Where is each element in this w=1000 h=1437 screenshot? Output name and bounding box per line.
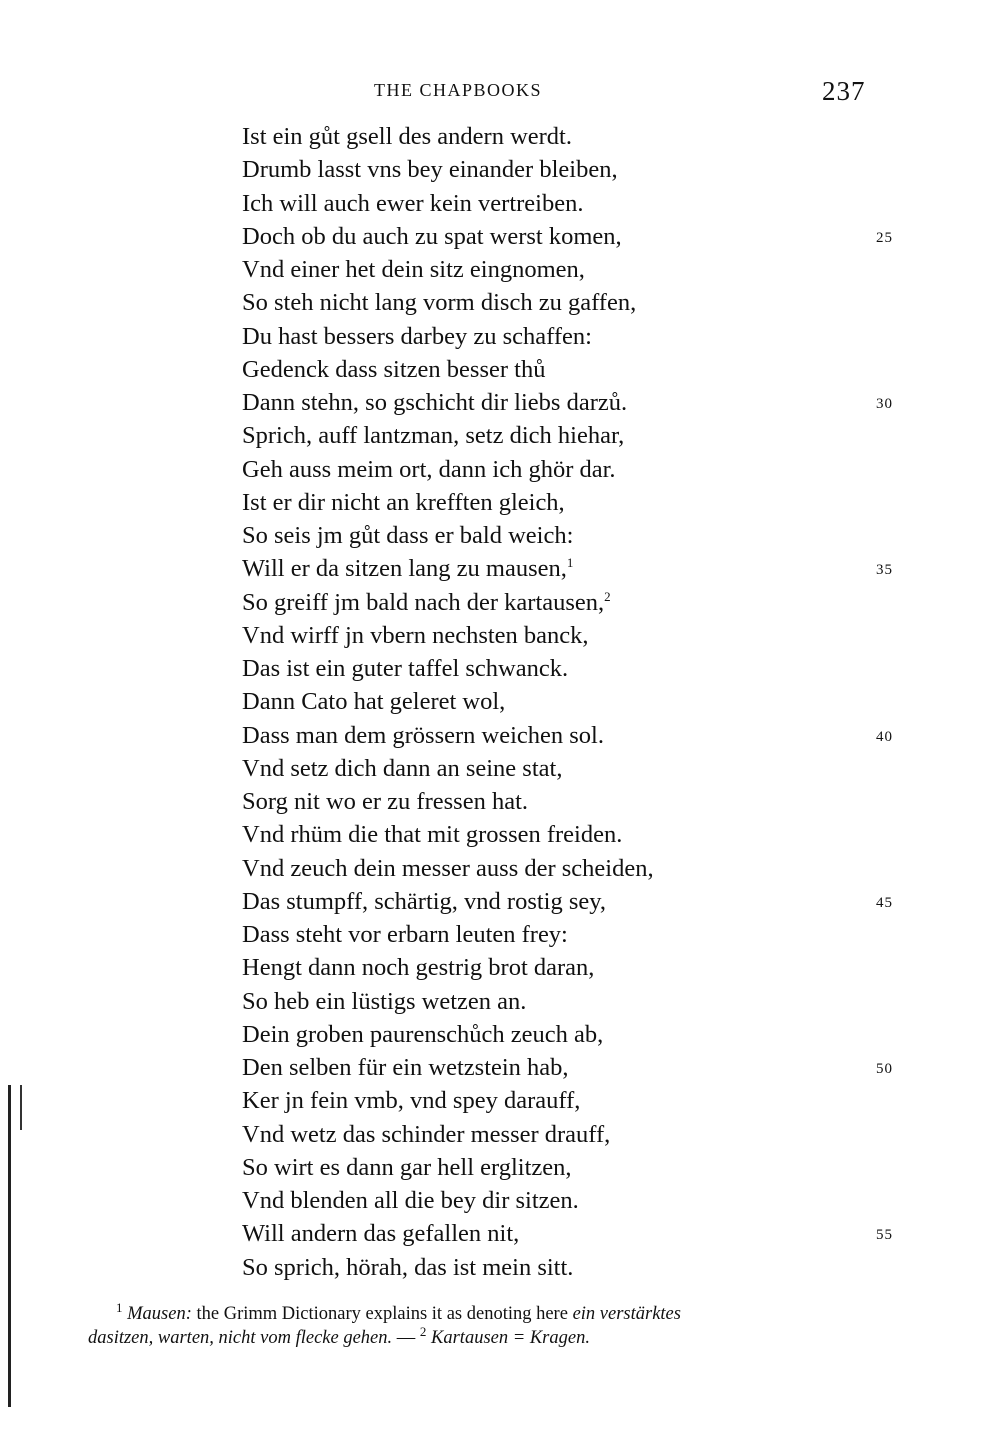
footnote-line-1 bbox=[88, 1299, 878, 1326]
verse-text: Vnd setz dich dann an seine stat, bbox=[242, 754, 563, 782]
footnote-2-term: Kartausen = Kragen. bbox=[431, 1328, 590, 1348]
verse-text: Will er da sitzen lang zu mausen, bbox=[242, 555, 567, 583]
footnote-reference: 1 bbox=[566, 555, 574, 571]
line-number: 30 bbox=[876, 396, 893, 412]
verse-line bbox=[242, 1217, 942, 1250]
verse-line bbox=[242, 120, 942, 153]
verse-text: Dein groben paurenschůch zeuch ab, bbox=[242, 1020, 604, 1048]
verse-text: Dass steht vor erbarn leuten frey: bbox=[242, 921, 568, 948]
line-number: 40 bbox=[876, 728, 893, 745]
verse-text: Gedenck dass sitzen besser thů bbox=[242, 355, 546, 383]
verse-text: So sprich, hörah, das ist mein sitt. bbox=[242, 1253, 574, 1281]
page-number: 237 bbox=[822, 76, 866, 106]
verse-text: Den selben für ein wetzstein hab, bbox=[242, 1054, 569, 1081]
verse-line bbox=[242, 486, 942, 519]
verse-text: Vnd wetz das schinder messer drauff, bbox=[242, 1120, 611, 1148]
verse-line bbox=[242, 1084, 942, 1117]
verse-line bbox=[242, 652, 942, 685]
verse-text: Vnd zeuch dein messer auss der scheiden, bbox=[242, 854, 654, 882]
verse-line bbox=[242, 918, 942, 951]
verse-line bbox=[242, 1018, 942, 1051]
verse-text: Geh auss meim ort, dann ich ghör dar. bbox=[242, 455, 616, 483]
verse-line bbox=[242, 719, 942, 752]
verse-line bbox=[242, 552, 942, 585]
line-number: 45 bbox=[876, 894, 893, 911]
verse-text: Drumb lasst vns bey einander bleiben, bbox=[242, 156, 618, 184]
verse-line bbox=[242, 1151, 942, 1184]
verse-text: Das stumpff, schärtig, vnd rostig sey, bbox=[242, 887, 607, 915]
verse-line bbox=[242, 153, 942, 186]
verse-text: Hengt dann noch gestrig brot daran, bbox=[242, 954, 595, 982]
verse-text: Sprich, auff lantzman, setz dich hiehar, bbox=[242, 422, 625, 450]
verse-line bbox=[242, 220, 942, 253]
verse-line bbox=[242, 619, 942, 652]
verse-line bbox=[242, 1051, 942, 1084]
verse-text: Vnd wirff jn vbern nechsten banck, bbox=[242, 621, 589, 649]
footnote-1-quote-a: ein verstärktes bbox=[572, 1304, 681, 1324]
verse-text: Sorg nit wo er zu fressen hat. bbox=[242, 788, 528, 815]
verse-line bbox=[242, 586, 942, 619]
verse-text: So wirt es dann gar hell erglitzen, bbox=[242, 1153, 572, 1181]
running-head: THE CHAPBOOKS bbox=[374, 80, 543, 100]
verse-text: Will andern das gefallen nit, bbox=[242, 1220, 520, 1248]
verse-line bbox=[242, 386, 942, 419]
footnote-2-marker: 2 bbox=[419, 1323, 427, 1339]
margin-scan-tick bbox=[20, 1085, 22, 1130]
verse-line bbox=[242, 685, 942, 718]
line-number: 25 bbox=[876, 229, 893, 246]
verse-text: Du hast bessers darbey zu schaffen: bbox=[242, 322, 592, 350]
footnote-1-term: Mausen: bbox=[127, 1304, 192, 1324]
verse-text: So seis jm gůt dass er bald weich: bbox=[242, 522, 574, 549]
line-number: 50 bbox=[876, 1061, 893, 1077]
verse-block bbox=[242, 120, 942, 1284]
verse-text: So greiff jm bald nach der kartausen, bbox=[242, 588, 605, 616]
verse-line bbox=[242, 353, 942, 386]
verse-text: Vnd blenden all die bey dir sitzen. bbox=[242, 1187, 579, 1214]
verse-text: So steh nicht lang vorm disch zu gaffen, bbox=[242, 289, 637, 317]
verse-text: Dann stehn, so gschicht dir liebs darzů. bbox=[242, 389, 628, 416]
verse-line bbox=[242, 1118, 942, 1151]
verse-text: Doch ob du auch zu spat werst komen, bbox=[242, 222, 622, 250]
verse-line bbox=[242, 951, 942, 984]
footnote-1-marker: 1 bbox=[116, 1299, 123, 1315]
line-number: 35 bbox=[876, 562, 893, 579]
verse-line bbox=[242, 785, 942, 818]
verse-line bbox=[242, 187, 942, 220]
verse-line bbox=[242, 1251, 942, 1284]
verse-line bbox=[242, 852, 942, 885]
verse-line bbox=[242, 253, 942, 286]
verse-text: Dann Cato hat geleret wol, bbox=[242, 688, 506, 716]
footnote-reference: 2 bbox=[604, 588, 611, 604]
verse-line bbox=[242, 1184, 942, 1217]
verse-line bbox=[242, 752, 942, 785]
verse-line bbox=[242, 985, 942, 1018]
verse-text: Ich will auch ewer kein vertreiben. bbox=[242, 189, 584, 217]
line-number: 55 bbox=[876, 1227, 893, 1244]
verse-line bbox=[242, 453, 942, 486]
footnotes bbox=[88, 1299, 878, 1350]
verse-text: Ker jn fein vmb, vnd spey darauff, bbox=[242, 1087, 581, 1115]
verse-text: Dass man dem grössern weichen sol. bbox=[242, 721, 604, 749]
verse-line bbox=[242, 286, 942, 319]
verse-line bbox=[242, 320, 942, 353]
verse-text: So heb ein lüstigs wetzen an. bbox=[242, 987, 527, 1015]
verse-text: Vnd rhüm die that mit grossen freiden. bbox=[242, 821, 623, 849]
footnote-1-quote-b: dasitzen, warten, nicht vom flecke gehen. bbox=[88, 1328, 393, 1348]
verse-text: Das ist ein guter taffel schwanck. bbox=[242, 655, 569, 682]
verse-text: Ist er dir nicht an krefften gleich, bbox=[242, 488, 565, 516]
verse-line bbox=[242, 419, 942, 452]
margin-scan-line bbox=[8, 1085, 11, 1407]
footnote-1-text: the Grimm Dictionary explains it as denoting here bbox=[191, 1304, 573, 1324]
verse-text: Vnd einer het dein sitz eingnomen, bbox=[242, 256, 585, 283]
verse-line bbox=[242, 519, 942, 552]
footnote-separator: — bbox=[392, 1328, 420, 1348]
verse-text: Ist ein gůt gsell des andern werdt. bbox=[242, 123, 572, 150]
verse-line bbox=[242, 818, 942, 851]
verse-line bbox=[242, 885, 942, 918]
footnote-line-2 bbox=[88, 1323, 878, 1350]
